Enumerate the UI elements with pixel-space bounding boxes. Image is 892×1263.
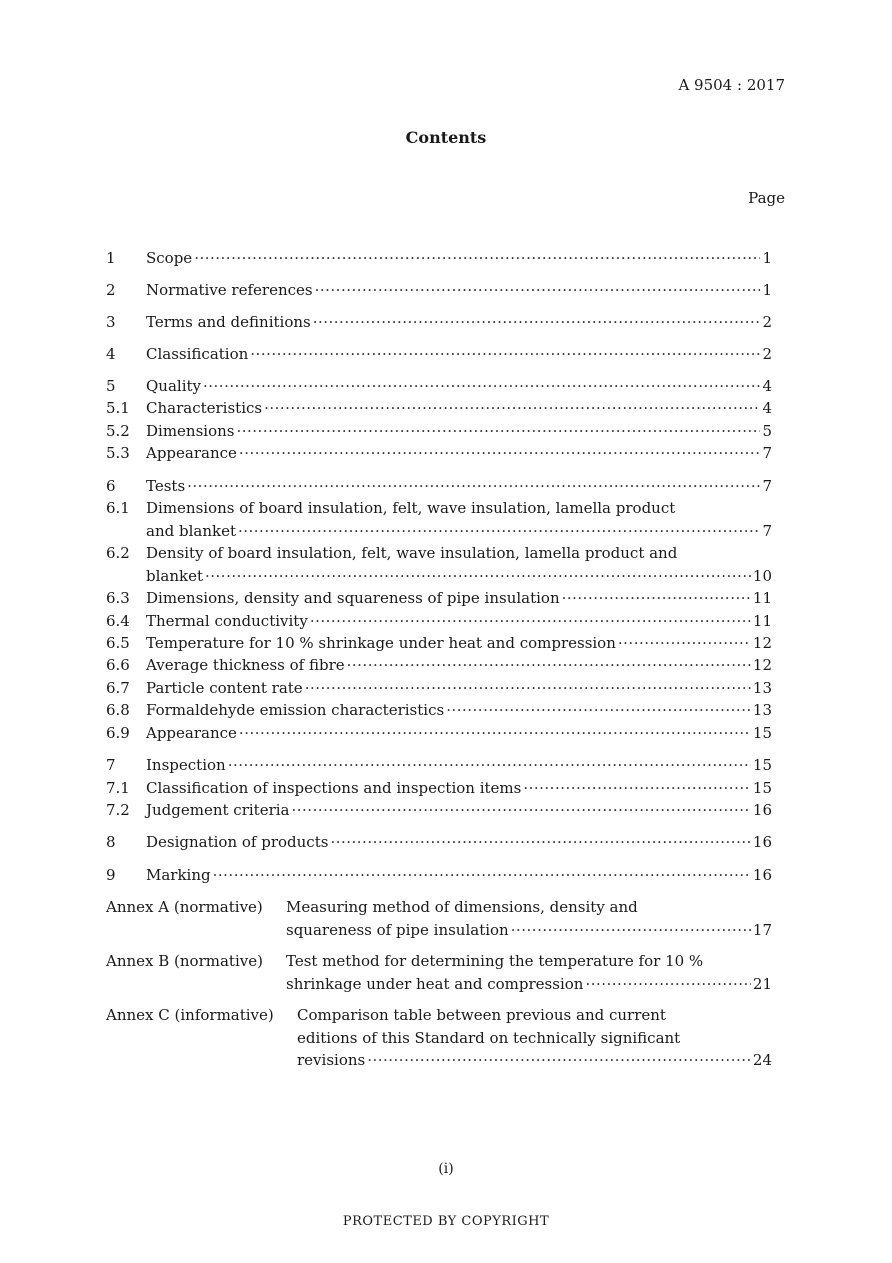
toc-entry-number: 5.1 [106, 399, 130, 417]
dot-leader [305, 677, 751, 699]
toc-entry-title: Terms and definitions [146, 313, 311, 331]
toc-entry-title: Inspection [146, 756, 226, 774]
toc-entry-number: 9 [106, 866, 116, 884]
toc-entry-number: 8 [106, 833, 116, 851]
dot-leader [347, 654, 751, 676]
toc-entry-page: 2 [762, 345, 772, 363]
toc-entry-number: 6.3 [106, 589, 130, 607]
toc-line [297, 1049, 772, 1071]
toc-entry-title: and blanket [146, 521, 236, 540]
dot-leader [264, 397, 760, 419]
toc-line [106, 279, 772, 301]
toc-entry-page: 16 [752, 866, 772, 884]
toc-entry-page: 12 [752, 656, 772, 674]
dot-leader [205, 565, 751, 587]
toc-line [106, 754, 772, 776]
toc-entry-number: 6 [106, 477, 116, 495]
toc-entry-title: Appearance [146, 724, 237, 742]
dot-leader [310, 610, 751, 632]
page-number: (i) [438, 1161, 454, 1177]
annex-title: editions of this Standard on technically significant [297, 1028, 681, 1047]
toc-entry-page: 11 [752, 612, 772, 630]
toc-entry-title: Formaldehyde emission characteristics [146, 701, 445, 719]
dot-leader [187, 475, 760, 497]
toc-line [106, 397, 772, 419]
toc-entry-title: Characteristics [146, 399, 263, 417]
toc-entry-page: 17 [752, 920, 772, 939]
toc-entry-page: 12 [752, 634, 772, 652]
toc-entry-title: Judgement criteria [146, 801, 290, 819]
toc-entry-number: 7.1 [106, 779, 130, 797]
toc-entry-page: 10 [752, 566, 772, 585]
toc-entry-title: Tests [146, 477, 186, 495]
toc-entry-number: 5.3 [106, 444, 130, 462]
toc-entry-title: Normative references [146, 281, 313, 299]
toc-entry-page: 7 [762, 521, 772, 540]
dot-leader [236, 420, 760, 442]
toc-line [106, 475, 772, 497]
toc-line [106, 699, 772, 721]
toc-entry-number: 6.9 [106, 724, 130, 742]
toc-entry-page: 16 [752, 801, 772, 819]
toc-line [106, 343, 772, 365]
toc-entry-page: 16 [752, 833, 772, 851]
toc-line [106, 520, 772, 542]
toc-entry-number: 6.6 [106, 656, 130, 674]
dot-leader [585, 973, 750, 995]
toc-entry-number: 6.5 [106, 634, 130, 652]
toc-entry-number: 5.2 [106, 422, 130, 440]
dot-leader [239, 722, 751, 744]
toc-line [106, 722, 772, 744]
toc-entry-page: 2 [762, 313, 772, 331]
toc-line [106, 799, 772, 821]
toc-line [106, 311, 772, 333]
toc-entry-page: 4 [762, 377, 772, 395]
toc-line [286, 896, 772, 918]
toc-entry-title: Appearance [146, 444, 237, 462]
toc-line [106, 831, 772, 853]
toc-line [106, 420, 772, 442]
toc-entry-title: Scope [146, 249, 193, 267]
toc-entry-page: 21 [752, 974, 772, 993]
toc-line [106, 375, 772, 397]
toc-entry-title: Classification of inspections and inspection items [146, 779, 522, 797]
toc-entry-number: 6.4 [106, 612, 130, 630]
toc-entry-number: 4 [106, 345, 116, 363]
toc-line [286, 919, 772, 941]
dot-leader [330, 831, 750, 853]
toc-entry-number: 1 [106, 249, 116, 267]
toc-entry-number: 5 [106, 377, 116, 395]
dot-leader [315, 279, 760, 301]
toc-entry-title: Dimensions [146, 422, 235, 440]
standard-number: A 9504 : 2017 [678, 76, 785, 94]
copyright-notice: PROTECTED BY COPYRIGHT [342, 1214, 550, 1229]
dot-leader [618, 632, 751, 654]
annex-title: Measuring method of dimensions, density and [286, 898, 638, 916]
toc-entry-page: 13 [752, 679, 772, 697]
toc-entry-page: 24 [752, 1051, 772, 1069]
toc-line [106, 587, 772, 609]
annex-title: revisions [297, 1051, 366, 1069]
toc-entry-page: 7 [762, 444, 772, 462]
toc-entry-number: 2 [106, 281, 116, 299]
toc-entry-number: 6.8 [106, 701, 130, 719]
dot-leader [250, 343, 760, 365]
toc-line [106, 864, 772, 886]
dot-leader [562, 587, 751, 609]
dot-leader [292, 799, 751, 821]
annex-label: Annex B (normative) [106, 952, 263, 970]
toc-entry-number: 7.2 [106, 801, 130, 819]
toc-line [106, 565, 772, 587]
dot-leader [511, 919, 751, 941]
toc-line [106, 442, 772, 464]
annex-label: Annex C (informative) [106, 1006, 274, 1024]
dot-leader [213, 864, 751, 886]
toc-entry-page: 1 [762, 281, 772, 299]
toc-line [106, 632, 772, 654]
toc-line [106, 677, 772, 699]
annex-title: shrinkage under heat and compression [286, 974, 584, 993]
toc-entry-page: 1 [762, 249, 772, 267]
toc-line [106, 542, 772, 564]
dot-leader [523, 777, 751, 799]
annex-label: Annex A (normative) [106, 898, 263, 916]
toc-entry-page: 7 [762, 477, 772, 495]
toc-entry-title: Dimensions of board insulation, felt, wave insulation, lamella product [146, 499, 676, 517]
toc-line [106, 654, 772, 676]
toc-entry-title: Classification [146, 345, 249, 363]
toc-entry-page: 15 [752, 724, 772, 742]
dot-leader [228, 754, 751, 776]
toc-line [297, 1004, 772, 1026]
toc-entry-title: Average thickness of fibre [146, 656, 345, 674]
toc-entry-title: blanket [146, 566, 203, 585]
toc-line [106, 247, 772, 269]
toc-entry-title: Temperature for 10 % shrinkage under heat and compression [146, 634, 616, 652]
toc-entry-number: 3 [106, 313, 116, 331]
toc-entry-number: 6.7 [106, 679, 130, 697]
toc-entry-number: 6.2 [106, 544, 130, 562]
annex-title: squareness of pipe insulation [286, 920, 509, 939]
toc-entry-title: Marking [146, 866, 211, 884]
toc-entry-title: Thermal conductivity [146, 612, 308, 630]
dot-leader [446, 699, 751, 721]
toc-entry-page: 15 [752, 779, 772, 797]
toc-line [106, 777, 772, 799]
toc-line [297, 1027, 772, 1049]
toc-line [106, 497, 772, 519]
toc-entry-title: Designation of products [146, 833, 329, 851]
toc-line [286, 950, 772, 972]
annex-title: Test method for determining the temperature for 10 % [286, 952, 704, 970]
toc-entry-page: 11 [752, 589, 772, 607]
toc-entry-title: Dimensions, density and squareness of pipe insulation [146, 589, 560, 607]
toc-entry-page: 4 [762, 399, 772, 417]
toc-entry-title: Quality [146, 377, 201, 395]
toc-entry-title: Particle content rate [146, 679, 303, 697]
dot-leader [239, 442, 760, 464]
annex-title: Comparison table between previous and current [297, 1006, 666, 1024]
toc-entry-page: 13 [752, 701, 772, 719]
dot-leader [238, 520, 760, 542]
toc-entry-title: Density of board insulation, felt, wave insulation, lamella product and [146, 544, 678, 562]
dot-leader [367, 1049, 751, 1071]
toc-line [286, 973, 772, 995]
dot-leader [194, 247, 760, 269]
toc-entry-number: 6.1 [106, 499, 130, 517]
page-title: Contents [405, 128, 487, 147]
toc-entry-page: 15 [752, 756, 772, 774]
toc-entry-page: 5 [762, 422, 772, 440]
page-column-heading: Page [748, 189, 785, 207]
dot-leader [203, 375, 760, 397]
dot-leader [313, 311, 760, 333]
toc-entry-number: 7 [106, 756, 116, 774]
toc-line [106, 610, 772, 632]
